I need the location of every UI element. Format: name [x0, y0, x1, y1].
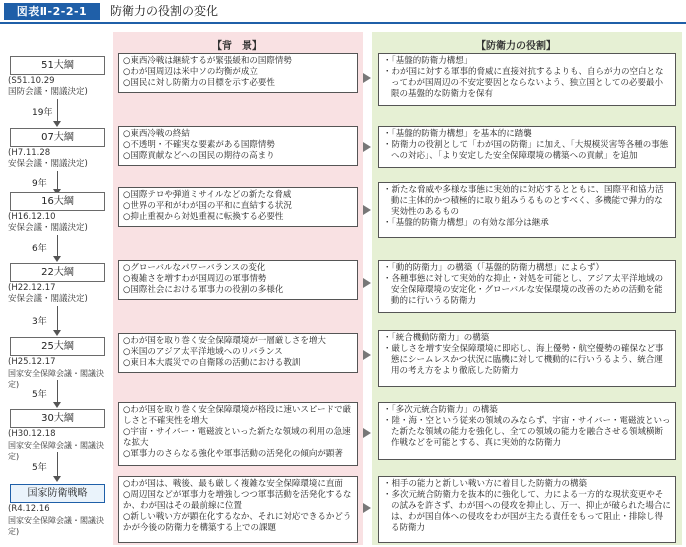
role-item: ・相手の能力と新しい戦い方に着目した防衛力の構築: [383, 479, 588, 489]
era-date-16: (H16.12.10: [8, 212, 56, 222]
era-box-25: 25大綱: [10, 337, 105, 356]
era-date-07: (H7.11.28: [8, 148, 51, 158]
era-body-51: 国防会議・閣議決定): [8, 87, 88, 97]
timeline-line: [57, 306, 58, 330]
background-item: ○不透明・不確実な要素がある国際情勢: [123, 140, 275, 150]
arrow-right-icon: [363, 205, 371, 215]
interval-label: 5年: [32, 463, 47, 473]
era-box-national-defense-strategy: 国家防衛戦略: [10, 484, 105, 503]
interval-label: 5年: [32, 390, 47, 400]
role-item: ・陸・海・空という従来の領域のみならず、宇宙・サイバー・電磁波といった新たな領域の能力を強化し、全ての領域の能力を融合させる領域横断作戦などを可能とする、真に実効的な防衛力: [383, 416, 671, 448]
timeline-arrow: [53, 121, 61, 127]
role-item: ・「基盤的防衛力構想」を基本的に踏襲: [383, 129, 532, 139]
interval-label: 19年: [32, 108, 53, 118]
role-column-heading: 【防衛力の役割】: [476, 41, 556, 52]
arrow-right-icon: [363, 278, 371, 288]
role-box-30: [378, 402, 676, 460]
background-item: ○東西冷戦は継続するが緊張緩和の国際情勢: [123, 56, 292, 66]
timeline-arrow: [53, 256, 61, 262]
background-item: ○宇宙・サイバー・電磁波といった新たな領域の利用の急速な拡大: [123, 427, 351, 448]
role-box-22: [378, 260, 676, 313]
background-item: ○複雑さを増すわが国周辺の軍事情勢: [123, 274, 267, 284]
background-item: ○国際社会における軍事力の役割の多様化: [123, 285, 284, 295]
era-date-nds: (R4.12.16: [8, 504, 50, 514]
role-box-07: [378, 126, 676, 168]
background-item: ○東西冷戦の終結: [123, 129, 190, 139]
role-item: ・防衛力の役割として「わが国の防衛」に加え、「大規模災害等各種の事態への対応」、「より安定した安全保障環境の構築への貢献」を追加: [383, 140, 669, 161]
timeline-line: [57, 235, 58, 256]
timeline-line: [57, 380, 58, 402]
role-item: ・「多次元統合防衛力」の構築: [383, 405, 498, 415]
role-box-nds: [378, 476, 676, 543]
background-box-51: [118, 53, 358, 93]
era-body-25: 国家安全保障会議・閣議決定): [8, 369, 104, 389]
role-item: ・「統合機動防衛力」の構築: [383, 333, 490, 343]
background-box-07: [118, 126, 358, 166]
era-box-07: 07大綱: [10, 128, 105, 147]
background-box-nds: [118, 476, 358, 543]
role-item: ・わが国に対する軍事的脅威に直接対抗するよりも、自らが力の空白となってわが国周辺の不安定要因とならないよう、独立国としての必要最小限の基盤的な防衛力を保有: [383, 67, 664, 99]
background-item: ○グローバルなパワーバランスの変化: [123, 263, 266, 273]
era-date-25: (H25.12.17: [8, 357, 56, 367]
role-item: ・「動的防衛力」の構築（「基盤的防衛力構想」によらず）: [383, 263, 605, 273]
background-item: ○世界の平和がわが国の平和に直結する状況: [123, 201, 292, 211]
era-date-22: (H22.12.17: [8, 283, 56, 293]
background-column-heading: 【背 景】: [212, 41, 262, 52]
era-date-51: (S51.10.29: [8, 76, 55, 86]
era-body-07: 安保会議・閣議決定): [8, 159, 88, 169]
figure-header: [0, 0, 686, 24]
role-item: ・「基盤的防衛力構想」: [383, 56, 473, 66]
role-item: ・厳しさを増す安全保障環境に即応し、海上優勢・航空優勢の確保など事態にシームレスかつ状況に臨機に対して機動的に行いうるよう、統合運用の考え方をより徹底した防衛力: [383, 344, 664, 376]
era-body-22: 安保会議・閣議決定): [8, 294, 88, 304]
background-item: ○わが国は、戦後、最も厳しく複雑な安全保障環境に直面: [123, 479, 343, 489]
role-item: ・多次元統合防衛力を抜本的に強化して、力による一方的な現状変更やその試みを許さず、わが国への侵攻を抑止し、万一、抑止が破られた場合には、わが国自体への侵攻をわが国が主たる責任をもって阻止・排除し得る防衛力: [383, 490, 671, 533]
timeline-arrow: [53, 476, 61, 482]
era-date-30: (H30.12.18: [8, 429, 56, 439]
timeline-line: [57, 452, 58, 476]
arrow-right-icon: [363, 350, 371, 360]
era-body-16: 安保会議・閣議決定): [8, 223, 88, 233]
arrow-right-icon: [363, 142, 371, 152]
background-item: ○わが国を取り巻く安全保障環境が一層厳しさを増大: [123, 336, 326, 346]
role-item: ・新たな脅威や多様な事態に実効的に対応するとともに、国際平和協力活動に主体的かつ積極的に取り組みうるものとすべく、多機能で弾力的な実効性のあるもの: [383, 185, 664, 217]
background-item: ○わが国を取り巻く安全保障環境が格段に速いスピードで厳しさと不確実性を増大: [123, 405, 352, 426]
timeline-arrow: [53, 402, 61, 408]
role-item: ・「基盤的防衛力構想」の有効な部分は継承: [383, 218, 549, 228]
background-item: ○新しい戦い方が顕在化するなか、それに対応できるかどうかが今後の防衛力を構築する上での課題: [123, 512, 352, 533]
background-item: ○東日本大震災での自衛隊の活動における教訓: [123, 358, 301, 368]
arrow-right-icon: [363, 503, 371, 513]
background-item: ○米国のアジア太平洋地域へのリバランス: [123, 347, 283, 357]
background-item: ○国民に対し防衛力の目標を示す必要性: [123, 78, 275, 88]
background-box-25: [118, 333, 358, 373]
era-body-30: 国家安全保障会議・閣議決定): [8, 441, 104, 461]
role-item: ・各種事態に対して実効的な抑止・対処を可能とし、アジア太平洋地域の安全保障環境の安定化・グローバルな安保環境の改善のための活動を能動的に行いうる防衛力: [383, 274, 664, 306]
background-item: ○国際貢献などへの国民の期待の高まり: [123, 151, 275, 161]
background-item: ○軍事力のさらなる強化や軍事活動の活発化の傾向が顕著: [123, 449, 343, 459]
arrow-right-icon: [363, 428, 371, 438]
background-box-16: [118, 187, 358, 227]
background-item: ○抑止重視から対処重視に転換する必要性: [123, 212, 284, 222]
interval-label: 6年: [32, 244, 47, 254]
era-box-30: 30大綱: [10, 409, 105, 428]
timeline-arrow: [53, 330, 61, 336]
role-box-16: [378, 182, 676, 238]
interval-label: 9年: [32, 179, 47, 189]
timeline-line: [57, 171, 58, 189]
background-box-22: [118, 260, 358, 300]
era-box-51: 51大綱: [10, 56, 105, 75]
era-box-16: 16大綱: [10, 192, 105, 211]
era-body-nds: 国家安全保障会議・閣議決定): [8, 516, 104, 536]
era-box-22: 22大綱: [10, 263, 105, 282]
role-box-51: [378, 53, 676, 106]
figure-title: 防衛力の役割の変化: [110, 4, 219, 18]
background-box-30: [118, 402, 358, 466]
background-item: ○周辺国などが軍事力を増強しつつ軍事活動を活発化するなか、わが国はその最前線に位置: [123, 490, 352, 511]
figure-label: 図表Ⅱ-2-2-1: [4, 3, 100, 20]
arrow-right-icon: [363, 73, 371, 83]
role-box-25: [378, 330, 676, 387]
background-item: ○国際テロや弾道ミサイルなどの新たな脅威: [123, 190, 292, 200]
timeline-line: [57, 99, 58, 121]
background-item: ○わが国周辺は米中ソの均衡が成立: [123, 67, 258, 77]
interval-label: 3年: [32, 317, 47, 327]
